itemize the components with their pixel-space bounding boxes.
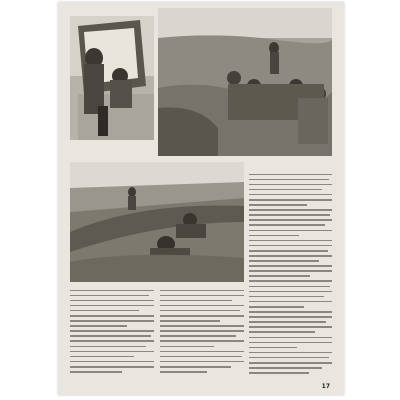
- photo-slope: [70, 162, 244, 282]
- magazine-page: [58, 2, 344, 395]
- page-number: 17: [321, 383, 330, 390]
- text-column-right: [249, 170, 332, 378]
- photo-trench-group: [158, 8, 332, 156]
- photo-window: [70, 16, 154, 140]
- slope-photo-image: [70, 162, 244, 282]
- text-column-left: [70, 286, 154, 382]
- field-photo-image: [158, 8, 332, 156]
- text-column-middle: [160, 286, 244, 382]
- window-photo-image: [70, 16, 154, 140]
